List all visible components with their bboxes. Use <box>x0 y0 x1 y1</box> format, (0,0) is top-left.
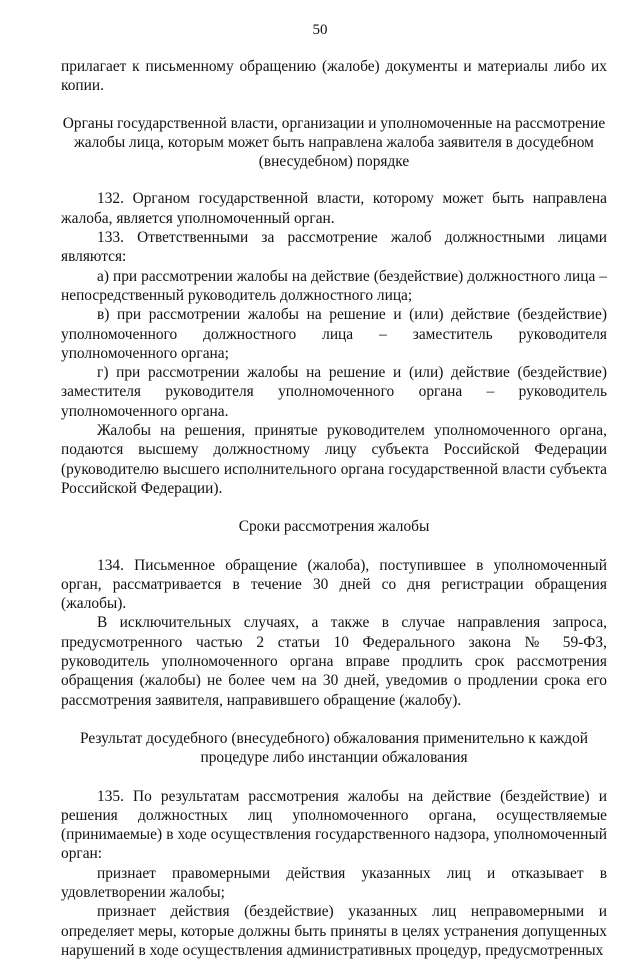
paragraph-133-d: Жалобы на решения, принятые руководителем уполномоченного органа, подаются высшему должностному лицу субъекта Российской Федерации (руководителю высшего исполнительного органа государственной власти субъекта Российской Федерации). <box>61 422 607 497</box>
paragraph-133-a: а) при рассмотрении жалобы на действие (бездействие) должностного лица – непосредственный руководитель должностного лица; <box>61 267 607 304</box>
paragraph-132: 132. Органом государственной власти, которому может быть направлена жалоба, является уполномоченный орган. <box>61 190 607 227</box>
paragraph-133: 133. Ответственными за рассмотрение жалоб должностными лицами являются: <box>61 229 607 266</box>
paragraph-133-c: г) при рассмотрении жалобы на решение и (или) действие (бездействие) заместителя руководителя уполномоченного органа – руководитель уполномоченного органа. <box>61 364 607 420</box>
section-heading-appeal-result: Результат досудебного (внесудебного) обжалования применительно к каждой процедуре либо инстанции обжалования <box>79 729 588 767</box>
section-heading-review-terms: Сроки рассмотрения жалобы <box>238 518 430 536</box>
paragraph-134-b: В исключительных случаях, а также в случае направления запроса, предусмотренного частью 2 статьи 10 Федерального закона № 59-ФЗ, руководитель уполномоченного органа вправе продлить срок рассмотрения обращения (жалобы) не более чем на 30 дней, уведомив о продлении срока его рассмотрения заявителя, направившего обращение (жалобу). <box>61 614 607 709</box>
document-body <box>61 57 607 960</box>
paragraph-135: 135. По результатам рассмотрения жалобы на действие (бездействие) и решения должностных лиц уполномоченного органа, осуществляемые (принимаемые) в ходе осуществления государственного надзора, уполномоченный орган: <box>61 787 607 863</box>
paragraph-134: 134. Письменное обращение (жалоба), поступившее в уполномоченный орган, рассматривается в течение 30 дней со дня регистрации обращения (жалобы). <box>61 556 607 613</box>
section-heading-complaint-bodies: Органы государственной власти, организации и уполномоченные на рассмотрение жалобы лица, которым может быть направлена жалоба заявителя в досудебном (внесудебном) порядке <box>62 114 606 171</box>
paragraph-135-a: признает правомерными действия указанных лиц и отказывает в удовлетворении жалобы; <box>61 864 607 901</box>
paragraph-133-b: в) при рассмотрении жалобы на решение и (или) действие (бездействие) уполномоченного должностного лица – заместитель руководителя уполномоченного органа; <box>61 306 607 362</box>
paragraph-continuation: прилагает к письменному обращению (жалобе) документы и материалы либо их копии. <box>61 58 607 95</box>
paragraph-135-b: признает действия (бездействие) указанных лиц неправомерными и определяет меры, которые должны быть приняты в целях устранения допущенных нарушений в ходе осуществления административных процедур, предусмотренных <box>61 903 607 959</box>
page-number: 50 <box>312 22 328 38</box>
